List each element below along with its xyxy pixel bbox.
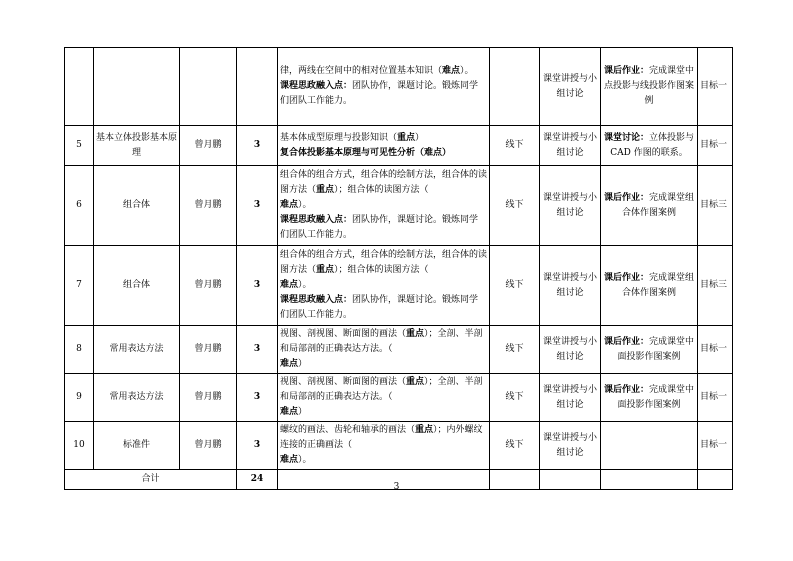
homework-text: 完成课堂组合体作图案例	[621, 192, 695, 218]
teaching-method: 课堂讲授与小组讨论	[540, 326, 601, 374]
content-paragraph: 课程思政融入点：团队协作，课题讨论。锻炼同学们团队工作能力。	[280, 295, 479, 320]
teaching-content	[278, 246, 490, 326]
row-number	[65, 48, 94, 126]
content-paragraph: 难点）。	[280, 455, 312, 465]
chapter-title: 常用表达方法	[94, 326, 180, 374]
emphasis-text: 重点	[415, 425, 434, 435]
row-number: 7	[65, 246, 94, 326]
homework-text: 完成课堂中面投影作图案例	[617, 336, 695, 362]
content-paragraph: 难点）。	[280, 280, 312, 290]
teaching-mode: 线下	[490, 126, 540, 166]
content-paragraph: 视图、剖视图、断面图的画法（重点）；全剖、半剖和局部剖的正确表达方法。（	[280, 377, 483, 402]
class-hours: 3	[237, 246, 278, 326]
emphasis-text: 重点	[316, 185, 335, 195]
homework-cell	[601, 326, 698, 374]
teaching-method: 课堂讲授与小组讨论	[540, 246, 601, 326]
teaching-mode: 线下	[490, 326, 540, 374]
teaching-content	[278, 374, 490, 422]
emphasis-text: 难点	[280, 280, 299, 290]
homework-cell	[601, 422, 698, 470]
class-hours: 3	[237, 126, 278, 166]
teaching-mode: 线下	[490, 374, 540, 422]
homework-text: 完成课堂中点投影与线投影作图案例	[603, 66, 695, 106]
class-hours: 3	[237, 422, 278, 470]
teaching-method: 课堂讲授与小组讨论	[540, 374, 601, 422]
content-paragraph: 难点）。	[280, 200, 312, 210]
homework-label: 课后作业：	[603, 384, 649, 395]
table-row	[65, 326, 733, 374]
class-hours: 3	[237, 166, 278, 246]
emphasis-text: 难点	[280, 200, 299, 210]
course-schedule-table	[64, 47, 733, 490]
emphasis-text: 课程思政融入点：	[280, 295, 353, 305]
homework-label: 课后作业：	[603, 66, 649, 76]
homework-label: 课后作业：	[603, 272, 649, 283]
teaching-method: 课堂讲授与小组讨论	[540, 48, 601, 126]
teaching-method: 课堂讲授与小组讨论	[540, 126, 601, 166]
chapter-title: 标准件	[94, 422, 180, 470]
teaching-content	[278, 422, 490, 470]
chapter-title: 组合体	[94, 246, 180, 326]
teaching-content	[278, 48, 490, 126]
table-row	[65, 246, 733, 326]
content-paragraph: 基本体成型原理与投影知识（重点）	[280, 132, 425, 143]
chapter-title: 基本立体投影基本原理	[94, 126, 180, 166]
page-number: 3	[393, 482, 400, 492]
row-number: 5	[65, 126, 94, 166]
class-hours: 3	[237, 326, 278, 374]
table-row	[65, 422, 733, 470]
table-row	[65, 126, 733, 166]
course-goal: 目标三	[698, 246, 733, 326]
teaching-mode: 线下	[490, 246, 540, 326]
content-paragraph: 难点）	[280, 407, 308, 417]
homework-label: 课堂讨论：	[603, 132, 649, 143]
teacher-name	[180, 48, 237, 126]
teaching-mode: 线下	[490, 422, 540, 470]
teaching-content	[278, 126, 490, 166]
emphasis-text: 重点	[397, 132, 416, 143]
emphasis-text: 难点	[442, 66, 461, 76]
emphasis-text: 难点	[280, 359, 299, 369]
homework-text: 立体投影与 CAD 作图的联系。	[610, 132, 695, 158]
content-paragraph: 组合体的组合方式，组合体的绘制方法，组合体的读图方法（重点）；组合体的读图方法（	[280, 250, 488, 275]
homework-cell	[601, 246, 698, 326]
teacher-name: 曾月鹏	[180, 326, 237, 374]
course-goal: 目标一	[698, 422, 733, 470]
table-row	[65, 48, 733, 126]
emphasis-text: 重点	[406, 377, 425, 387]
teaching-mode: 线下	[490, 166, 540, 246]
content-paragraph: 螺纹的画法、齿轮和轴承的画法（重点）；内外螺纹连接的正确画法（	[280, 425, 483, 450]
homework-cell	[601, 126, 698, 166]
chapter-title: 组合体	[94, 166, 180, 246]
total-hours: 24	[237, 470, 278, 490]
teacher-name: 曾月鹏	[180, 126, 237, 166]
emphasis-text: 课程思政融入点：	[280, 215, 353, 225]
table-row	[65, 374, 733, 422]
teacher-name: 曾月鹏	[180, 166, 237, 246]
teacher-name: 曾月鹏	[180, 246, 237, 326]
emphasis-text: 重点	[316, 265, 335, 275]
content-paragraph: 律，两线在空间中的相对位置基本知识（难点）。	[280, 66, 474, 76]
content-paragraph	[280, 146, 487, 161]
emphasis-text: 重点	[406, 329, 425, 339]
class-hours: 3	[237, 374, 278, 422]
total-label: 合计	[65, 470, 237, 490]
row-number: 9	[65, 374, 94, 422]
content-paragraph: 课程思政融入点：团队协作，课题讨论。锻炼同学们团队工作能力。	[280, 215, 479, 240]
emphasis-text: 难点	[280, 455, 299, 465]
homework-label: 课后作业：	[603, 192, 649, 203]
emphasis-text: 复合体投影基本原理与可见性分析（难点）	[280, 147, 452, 158]
course-goal: 目标一	[698, 48, 733, 126]
homework-text: 完成课堂组合体作图案例	[621, 272, 695, 298]
teaching-content	[278, 166, 490, 246]
row-number: 10	[65, 422, 94, 470]
teaching-mode	[490, 48, 540, 126]
class-hours	[237, 48, 278, 126]
course-goal: 目标一	[698, 326, 733, 374]
teacher-name: 曾月鹏	[180, 374, 237, 422]
course-goal: 目标一	[698, 374, 733, 422]
row-number: 8	[65, 326, 94, 374]
homework-label: 课后作业：	[603, 336, 649, 347]
homework-text: 完成课堂中面投影作图案例	[617, 384, 695, 410]
table-row	[65, 166, 733, 246]
teaching-content	[278, 326, 490, 374]
course-goal: 目标三	[698, 166, 733, 246]
homework-cell	[601, 374, 698, 422]
content-paragraph: 组合体的组合方式，组合体的绘制方法，组合体的读图方法（重点）；组合体的读图方法（	[280, 170, 488, 195]
emphasis-text: 课程思政融入点：	[280, 81, 353, 91]
homework-cell	[601, 48, 698, 126]
homework-cell	[601, 166, 698, 246]
content-paragraph: 课程思政融入点：团队协作，课题讨论。锻炼同学们团队工作能力。	[280, 81, 479, 106]
teaching-method: 课堂讲授与小组讨论	[540, 166, 601, 246]
chapter-title	[94, 48, 180, 126]
chapter-title: 常用表达方法	[94, 374, 180, 422]
row-number: 6	[65, 166, 94, 246]
teacher-name: 曾月鹏	[180, 422, 237, 470]
teaching-method: 课堂讲授与小组讨论	[540, 422, 601, 470]
table-body	[65, 48, 733, 490]
course-goal: 目标一	[698, 126, 733, 166]
content-paragraph: 难点）	[280, 359, 308, 369]
emphasis-text: 难点	[280, 407, 299, 417]
content-paragraph: 视图、剖视图、断面图的画法（重点）；全剖、半剖和局部剖的正确表达方法。（	[280, 329, 483, 354]
